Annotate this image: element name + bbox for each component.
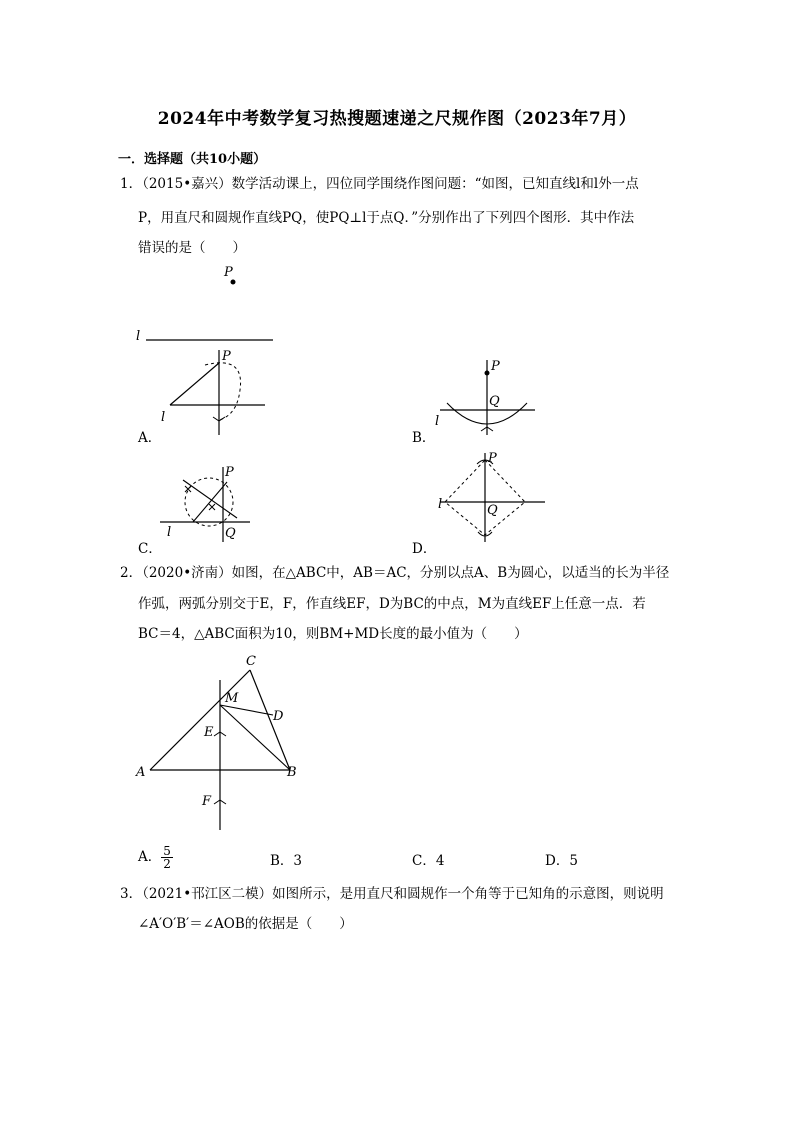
svg-text:P: P <box>491 359 500 374</box>
q1-given-figure <box>130 262 290 347</box>
q1-figure-d <box>430 450 550 545</box>
q1-given-point-p <box>231 280 236 285</box>
q1-option-c[interactable]: C． <box>138 541 162 557</box>
svg-text:F: F <box>202 794 212 809</box>
q1-option-b[interactable]: B． <box>412 430 436 446</box>
q1-option-d[interactable]: D． <box>412 541 437 557</box>
svg-text:P: P <box>222 349 231 364</box>
svg-text:l: l <box>435 414 440 429</box>
svg-text:Q: Q <box>225 526 236 541</box>
svg-text:l: l <box>167 525 172 540</box>
q2-triangle-figure <box>130 650 320 835</box>
page-title: 2024年中考数学复习热搜题速递之尺规作图（2023年7月） <box>157 109 637 129</box>
q1-given-label-l: l <box>136 329 141 344</box>
svg-text:D: D <box>273 709 284 724</box>
q2-option-c[interactable]: C．4 <box>412 853 445 869</box>
svg-text:B: B <box>287 765 297 780</box>
q1-given-label-p: P <box>224 265 233 280</box>
svg-text:Q: Q <box>489 394 500 409</box>
svg-text:A: A <box>136 765 146 780</box>
svg-text:l: l <box>438 497 443 512</box>
q1-line-3: 错误的是（ ） <box>138 240 246 256</box>
svg-text:P: P <box>488 451 497 466</box>
svg-text:P: P <box>225 465 234 480</box>
q3-line-1: 3．（2021•邗江区二模）如图所示，是用直尺和圆规作一个角等于已知角的示意图，则说明 <box>120 886 664 902</box>
q1-line-2: P，用直尺和圆规作直线PQ，使PQ⊥l于点Q．”分别作出了下列四个图形．其中作法 <box>138 210 635 226</box>
q1-figure-c <box>155 462 275 547</box>
q2-option-a[interactable]: A． $\frac{5}{2}$ <box>138 844 171 871</box>
q1-figure-a <box>155 345 275 440</box>
q1-figure-b <box>425 355 545 440</box>
q1-line-1: 1．（2015•嘉兴）数学活动课上，四位同学围绕作图问题：“如图，已知直线l和l外一点 <box>120 176 639 192</box>
q1-option-a[interactable]: A． <box>138 430 162 446</box>
section-heading: 一．选择题（共10小题） <box>118 152 267 167</box>
q3-line-2: ∠A′O′B′＝∠AOB的依据是（ ） <box>138 916 353 932</box>
svg-text:Q: Q <box>487 503 498 518</box>
q2-option-d[interactable]: D．5 <box>545 853 578 869</box>
q2-line-2: 作弧，两弧分别交于E，F，作直线EF，D为BC的中点，M为直线EF上任意一点．若 <box>138 596 646 612</box>
q2-line-3: BC＝4，△ABC面积为10，则BM+MD长度的最小值为（ ） <box>138 626 528 642</box>
svg-text:C: C <box>246 654 256 669</box>
q2-option-b[interactable]: B．3 <box>270 853 303 869</box>
svg-text:l: l <box>161 410 166 425</box>
svg-text:M: M <box>225 691 239 706</box>
svg-text:E: E <box>204 725 214 740</box>
q2-line-1: 2．（2020•济南）如图，在△ABC中，AB＝AC，分别以点A、B为圆心，以适当的长为半径 <box>120 565 670 581</box>
